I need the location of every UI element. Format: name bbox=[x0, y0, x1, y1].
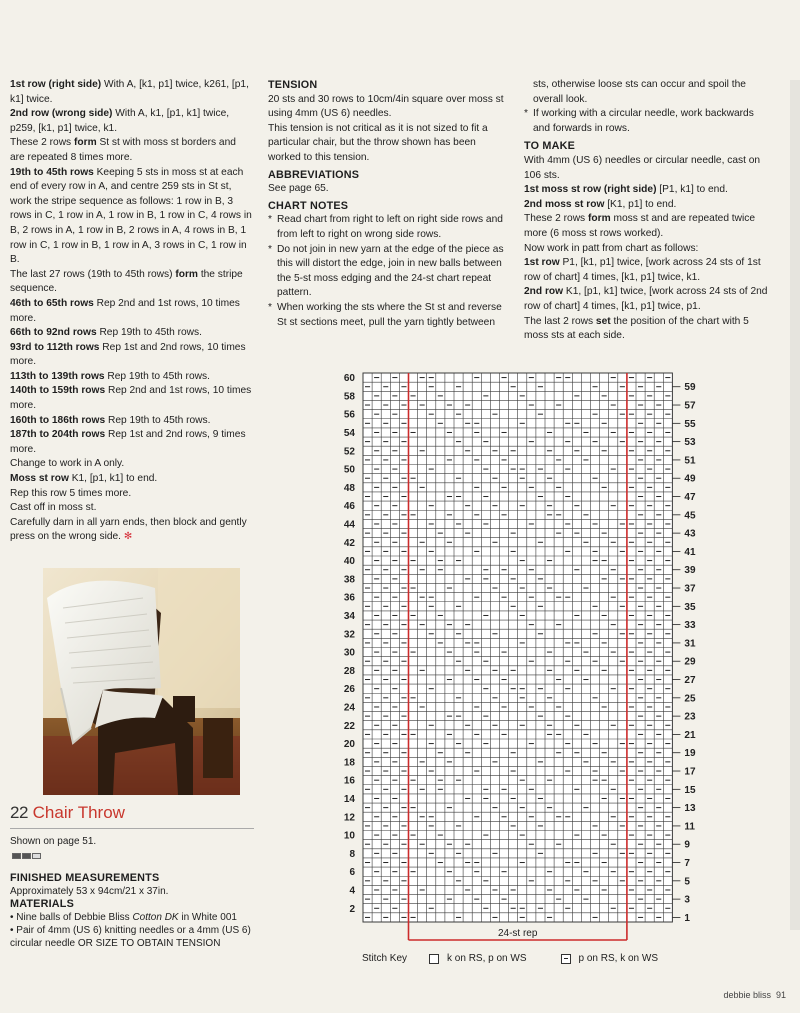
pattern-row-instruction: 113th to 139th rows Rep 19th to 45th rows. bbox=[10, 370, 210, 382]
finished-measurements-text: Approximately 53 x 94cm/21 x 37in. bbox=[10, 886, 169, 897]
materials-heading: MATERIALS bbox=[10, 898, 74, 910]
row-number-left: 2 bbox=[349, 903, 355, 915]
to-make-instruction: 2nd row K1, [p1, k1] twice, [work across 24 sts of 2nd row of chart] 4 times, [k1, p1] twice, p1. bbox=[524, 286, 768, 312]
row-number-left: 20 bbox=[343, 739, 355, 751]
row-number-left: 14 bbox=[343, 793, 355, 805]
row-number-left: 58 bbox=[343, 391, 355, 403]
page-folio bbox=[723, 990, 786, 1000]
chart-note: * Do not join in new yarn at the edge of the piece as this will distort the edge, join in new balls between the 5-st moss edging and the 24-st chart repeat pattern. bbox=[268, 243, 504, 299]
to-make-instruction: 1st row P1, [k1, p1] twice, [work across 24 sts of 1st row of chart] 4 times, [k1, p1] twice, k1. bbox=[524, 257, 761, 283]
pattern-row-instruction: 46th to 65th rows Rep 2nd and 1st rows, 10 times more. bbox=[10, 297, 240, 324]
circular-needle-note: * If working with a circular needle, work backwards and forwards in rows. bbox=[524, 108, 754, 134]
pattern-row-instruction: The last 27 rows (19th to 45th rows) form the stripe sequence. bbox=[10, 268, 243, 295]
materials-item: • Pair of 4mm (US 6) knitting needles or a 4mm (US 6) circular needle OR SIZE TO OBTAIN TENSION bbox=[10, 925, 251, 949]
tension-heading: TENSION bbox=[268, 79, 318, 91]
shown-on-page: Shown on page 51. bbox=[10, 836, 97, 847]
row-number-left: 12 bbox=[343, 812, 355, 824]
pattern-row-instruction: 187th to 204th rows Rep 1st and 2nd rows, 9 times more. bbox=[10, 429, 246, 455]
to-make-heading: TO MAKE bbox=[524, 140, 575, 153]
row-number-right: 15 bbox=[684, 784, 696, 796]
pattern-row-instruction: 93rd to 112th rows Rep 1st and 2nd rows, 10 times more. bbox=[10, 341, 246, 368]
row-number-left: 50 bbox=[343, 464, 355, 476]
row-number-left: 56 bbox=[343, 409, 355, 421]
pattern-row-instruction: 19th to 45th rows Keeping 5 sts in moss st at each end of every row in A, and centre 259 sts in St st, work the stripe sequence as follows: 1 row in B, 3 rows in C, 1 row in A, 1 row in B, 1 row in C, 4 rows in B, 2 rows in A, 1 row in B, 2 rows in A, 4 rows in B, 1 row in C, 1 row in B, 1 row in A, 3 rows in C, 1 row in B. bbox=[10, 166, 252, 266]
chart-note: * When working the sts where the St st and reverse St st sections meet, pull the yarn tightly between bbox=[268, 301, 502, 328]
pattern-row-instruction: Change to work in A only. bbox=[10, 458, 125, 470]
row-number-right: 19 bbox=[684, 748, 696, 760]
row-number-left: 38 bbox=[343, 574, 355, 586]
row-number-right: 31 bbox=[684, 638, 696, 650]
chart-note: * Read chart from right to left on right side rows and from left to right on wrong side rows. bbox=[268, 214, 503, 240]
pattern-row-instruction: 1st row (right side) With A, [k1, p1] twice, k261, [p1, k1] twice. bbox=[10, 79, 249, 105]
row-number-right: 47 bbox=[684, 492, 696, 504]
row-number-left: 10 bbox=[343, 830, 355, 842]
pattern-row-instruction: 66th to 92nd rows Rep 19th to 45th rows. bbox=[10, 327, 202, 339]
row-number-right: 35 bbox=[684, 601, 696, 613]
row-number-right: 17 bbox=[684, 766, 696, 778]
row-number-right: 7 bbox=[684, 858, 690, 870]
to-make-instruction: The last 2 rows set the position of the chart with 5 moss sts at each side. bbox=[524, 315, 749, 342]
row-number-right: 21 bbox=[684, 729, 696, 741]
row-number-left: 30 bbox=[343, 647, 355, 659]
row-number-right: 25 bbox=[684, 693, 696, 705]
row-number-left: 52 bbox=[343, 446, 355, 458]
row-number-right: 49 bbox=[684, 473, 696, 485]
tension-note: This tension is not critical as it is not sized to fit a particular chair, but the throw shown has been worked to this tension. bbox=[268, 122, 488, 163]
to-make-instruction: Now work in patt from chart as follows: bbox=[524, 242, 699, 254]
pattern-row-instruction: Carefully darn in all yarn ends, then block and gently press on the wrong side. ✻ bbox=[10, 516, 247, 543]
stitch-key-label: Stitch Key bbox=[362, 953, 408, 964]
abbreviations-heading: ABBREVIATIONS bbox=[268, 168, 360, 181]
row-number-left: 42 bbox=[343, 537, 355, 549]
row-number-left: 54 bbox=[343, 427, 355, 439]
knit-symbol-box bbox=[429, 954, 439, 964]
materials-item: • Nine balls of Debbie Bliss Cotton DK in White 001 bbox=[10, 912, 237, 923]
row-number-left: 46 bbox=[343, 501, 355, 513]
row-number-left: 36 bbox=[343, 592, 355, 604]
pattern-row-instruction: These 2 rows form St st with moss st borders and are repeated 8 times more. bbox=[10, 137, 236, 163]
pattern-row-instruction: 2nd row (wrong side) With A, k1, [p1, k1] twice, p259, [k1, p1] twice, k1. bbox=[10, 108, 230, 134]
to-make-instruction: These 2 rows form moss st and are repeated twice more (6 moss st rows worked). bbox=[524, 213, 756, 239]
project-title: 22 Chair Throw bbox=[10, 803, 125, 822]
row-number-right: 43 bbox=[684, 528, 696, 540]
row-number-left: 22 bbox=[343, 720, 355, 732]
folio-brand: debbie bliss bbox=[723, 990, 771, 1000]
row-number-left: 16 bbox=[343, 775, 355, 787]
row-number-left: 6 bbox=[349, 867, 355, 879]
row-number-left: 60 bbox=[343, 373, 355, 385]
row-number-right: 23 bbox=[684, 711, 696, 723]
row-number-right: 37 bbox=[684, 583, 696, 595]
tension-text: 20 sts and 30 rows to 10cm/4in square over moss st using 4mm (US 6) needles. bbox=[268, 93, 504, 120]
pattern-row-instruction: 160th to 186th rows Rep 19th to 45th rows. bbox=[10, 414, 211, 426]
pattern-row-instruction: 140th to 159th rows Rep 2nd and 1st rows, 10 times more. bbox=[10, 385, 252, 412]
row-number-left: 32 bbox=[343, 629, 355, 641]
row-number-left: 26 bbox=[343, 684, 355, 696]
row-number-left: 4 bbox=[349, 885, 355, 897]
cast-on-text: With 4mm (US 6) needles or circular needle, cast on 106 sts. bbox=[524, 154, 761, 181]
row-number-left: 34 bbox=[343, 610, 355, 622]
purl-symbol-box bbox=[561, 954, 571, 964]
row-number-left: 8 bbox=[349, 848, 355, 860]
pattern-row-instruction: Rep this row 5 times more. bbox=[10, 487, 132, 499]
purl-symbol-text: p on RS, k on WS bbox=[578, 953, 658, 964]
pattern-row-instruction: Cast off in moss st. bbox=[10, 502, 97, 514]
note-continued: sts, otherwise loose sts can occur and spoil the overall look. bbox=[533, 79, 746, 105]
row-number-right: 41 bbox=[684, 546, 696, 558]
row-number-right: 39 bbox=[684, 565, 696, 577]
row-number-right: 9 bbox=[684, 839, 690, 851]
row-number-right: 1 bbox=[684, 912, 690, 924]
row-number-left: 44 bbox=[343, 519, 355, 531]
row-number-left: 40 bbox=[343, 556, 355, 568]
row-number-left: 18 bbox=[343, 757, 355, 769]
row-number-right: 55 bbox=[684, 418, 696, 430]
knit-symbol-text: k on RS, p on WS bbox=[447, 953, 527, 964]
row-number-right: 57 bbox=[684, 400, 696, 412]
row-number-right: 5 bbox=[684, 876, 690, 888]
finished-measurements-heading: FINISHED MEASUREMENTS bbox=[10, 872, 160, 884]
row-number-right: 45 bbox=[684, 510, 696, 522]
repeat-label: 24-st rep bbox=[497, 928, 538, 939]
row-number-right: 13 bbox=[684, 803, 696, 815]
row-number-right: 59 bbox=[684, 382, 696, 394]
abbreviations-text: See page 65. bbox=[268, 183, 329, 195]
star-icon: ✻ bbox=[123, 531, 133, 543]
pattern-row-instruction: Moss st row K1, [p1, k1] to end. bbox=[10, 473, 158, 485]
row-number-right: 53 bbox=[684, 437, 696, 449]
to-make-instruction: 1st moss st row (right side) [P1, k1] to end. bbox=[524, 184, 728, 196]
chart-notes-heading: CHART NOTES bbox=[268, 199, 349, 212]
row-number-right: 3 bbox=[684, 894, 690, 906]
row-number-left: 48 bbox=[343, 482, 355, 494]
row-number-left: 24 bbox=[343, 702, 355, 714]
row-number-right: 33 bbox=[684, 620, 696, 632]
row-number-right: 51 bbox=[684, 455, 696, 467]
row-number-right: 11 bbox=[684, 821, 695, 833]
row-number-right: 27 bbox=[684, 675, 696, 687]
stitch-key bbox=[362, 953, 658, 964]
row-number-right: 29 bbox=[684, 656, 696, 668]
folio-page: 91 bbox=[775, 990, 786, 1000]
row-number-left: 28 bbox=[343, 665, 355, 677]
to-make-instruction: 2nd moss st row [K1, p1] to end. bbox=[524, 198, 677, 210]
